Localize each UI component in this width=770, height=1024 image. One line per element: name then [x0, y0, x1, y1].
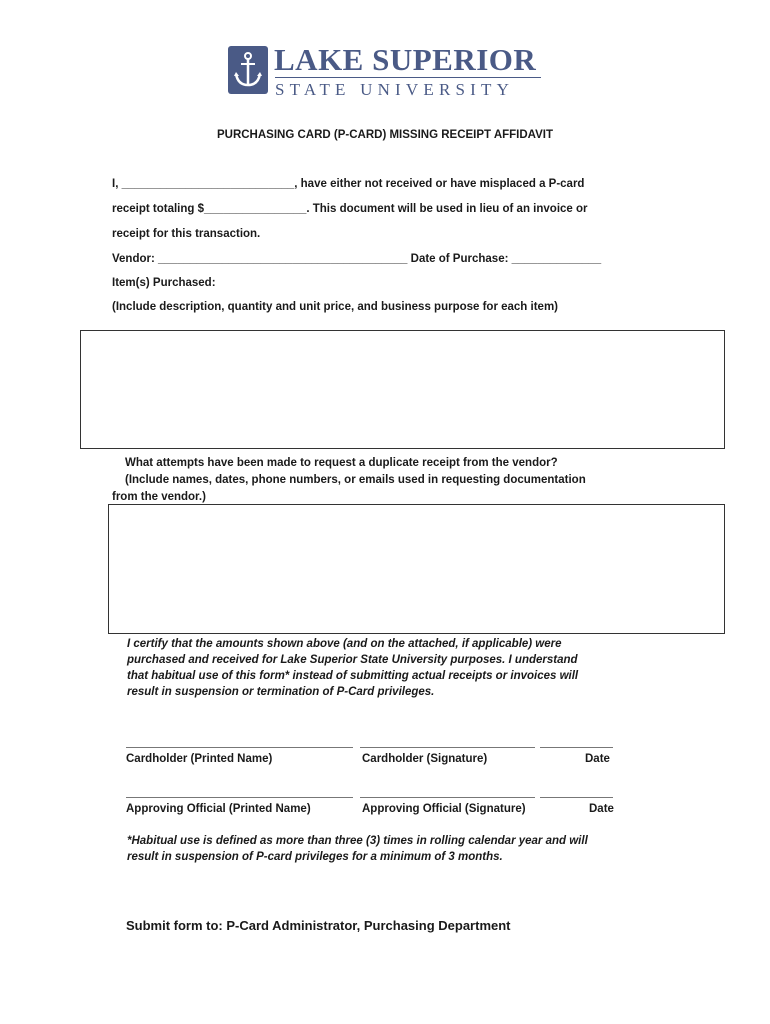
logo-rule [275, 77, 541, 78]
attempts-note-2: from the vendor.) [112, 491, 206, 503]
anchor-icon [228, 46, 268, 94]
cardholder-name-label: Cardholder (Printed Name) [126, 753, 273, 765]
date-line-1[interactable] [540, 747, 613, 748]
footnote-line-1: *Habitual use is defined as more than three (3) times in rolling calendar year and will [127, 835, 588, 847]
certify-line-2: purchased and received for Lake Superior State University purposes. I understand [127, 654, 578, 666]
certify-line-3: that habitual use of this form* instead of submitting actual receipts or invoices will [127, 670, 579, 682]
page-title: PURCHASING CARD (P-CARD) MISSING RECEIPT AFFIDAVIT [216, 129, 554, 141]
date-line-2[interactable] [540, 797, 613, 798]
certify-line-1: I certify that the amounts shown above (and on the attached, if applicable) were [127, 638, 562, 650]
submit-instructions: Submit form to: P-Card Administrator, Purchasing Department [126, 918, 511, 933]
cardholder-signature-line[interactable] [360, 747, 535, 748]
intro-line-1: I, ___________________________, have either not received or have misplaced a P-card [112, 178, 585, 190]
certify-line-4: result in suspension or termination of P-Card privileges. [127, 686, 435, 698]
logo-text-top: LAKE SUPERIOR [274, 42, 537, 77]
intro-line-2: receipt totaling $________________. This document will be used in lieu of an invoice or [112, 203, 588, 215]
official-name-line[interactable] [126, 797, 353, 798]
attempts-question: What attempts have been made to request a duplicate receipt from the vendor? [125, 457, 558, 469]
official-signature-label: Approving Official (Signature) [362, 803, 526, 815]
official-signature-line[interactable] [360, 797, 535, 798]
date-label-1: Date [585, 753, 610, 765]
date-label-2: Date [589, 803, 614, 815]
attempts-note-1: (Include names, dates, phone numbers, or emails used in requesting documentation [125, 474, 586, 486]
official-name-label: Approving Official (Printed Name) [126, 803, 311, 815]
vendor-date-line: Vendor: _______________________________________ Date of Purchase: ______________ [112, 253, 602, 265]
intro-line-3: receipt for this transaction. [112, 228, 261, 240]
footnote-line-2: result in suspension of P-card privileges for a minimum of 3 months. [127, 851, 503, 863]
cardholder-signature-label: Cardholder (Signature) [362, 753, 488, 765]
items-note: (Include description, quantity and unit price, and business purpose for each item) [112, 301, 559, 313]
items-purchased-box[interactable] [80, 330, 725, 449]
cardholder-name-line[interactable] [126, 747, 353, 748]
items-label: Item(s) Purchased: [112, 277, 216, 289]
logo-text-bottom: STATE UNIVERSITY [275, 80, 515, 99]
attempts-box[interactable] [108, 504, 725, 634]
university-logo [228, 44, 548, 100]
